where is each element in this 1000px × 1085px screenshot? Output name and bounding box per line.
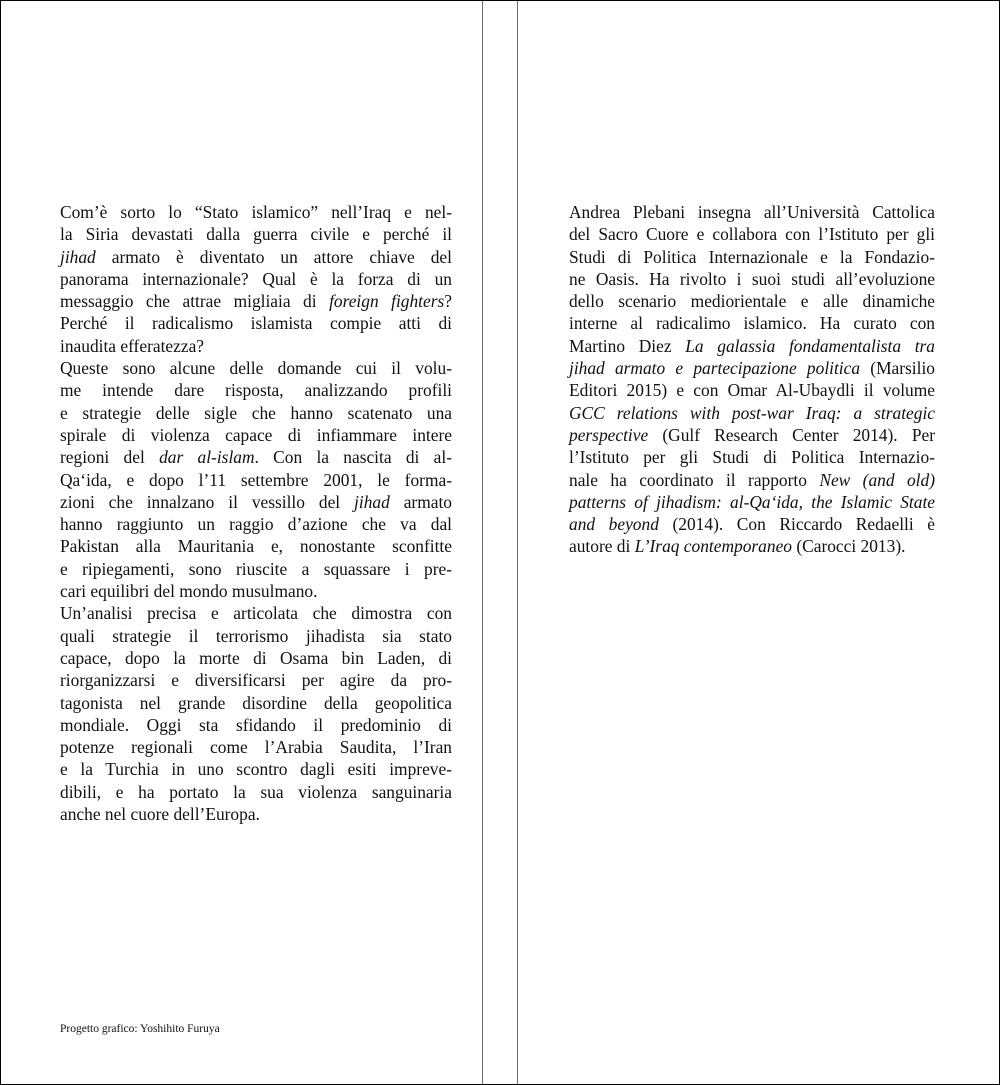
- text-line: [60, 647, 452, 669]
- text-run: messaggio che attrae migliaia di: [60, 291, 330, 312]
- back-cover-synopsis: [60, 201, 452, 825]
- text-run: mondiale. Oggi sta sfidando il predominio di: [60, 714, 452, 735]
- italic-text-run: jihad armato e partecipazione politica: [569, 358, 861, 379]
- text-run: nale ha coordinato il rapporto: [569, 469, 820, 490]
- italic-text-run: and beyond: [569, 514, 659, 535]
- text-line: [60, 736, 452, 758]
- text-line: [569, 446, 935, 468]
- text-run: tagonista nel grande disordine della geopolitica: [60, 692, 452, 713]
- text-line: [60, 335, 452, 357]
- text-line: [60, 424, 452, 446]
- text-run: dibili, e ha portato la sua violenza sanguinaria: [60, 781, 452, 802]
- italic-text-run: perspective: [569, 424, 649, 445]
- text-run: e strategie delle sigle che hanno scatenato una: [60, 402, 452, 423]
- text-line: [60, 469, 452, 491]
- text-line: [569, 312, 935, 334]
- text-line: [569, 469, 935, 491]
- text-line: [60, 246, 452, 268]
- text-run: Un’analisi precisa e articolata che dimostra con: [60, 603, 452, 624]
- text-run: armato è diventato un attore chiave del: [95, 246, 452, 267]
- text-line: [569, 223, 935, 245]
- text-line: [569, 201, 935, 223]
- spine-fold-line-right: [517, 1, 518, 1084]
- text-run: Studi di Politica Internazionale e la Fondazio-: [569, 246, 935, 267]
- italic-text-run: patterns of jihadism: al-Qa‘ida, the Islamic State: [569, 491, 935, 512]
- text-run: me intende dare risposta, analizzando profili: [60, 380, 452, 401]
- text-line: [60, 446, 452, 468]
- text-line: [60, 558, 452, 580]
- text-run: Perché il radicalismo islamista compie atti di: [60, 313, 452, 334]
- text-run: la Siria devastati dalla guerra civile e perché il: [60, 224, 452, 245]
- text-run: Andrea Plebani insegna all’Università Cattolica: [569, 202, 935, 222]
- text-line: [60, 402, 452, 424]
- text-line: [60, 290, 452, 312]
- text-run: zioni che innalzano il vessillo del: [60, 491, 355, 512]
- italic-text-run: foreign fighters: [329, 291, 445, 312]
- design-credit: Progetto grafico: Yoshihito Furuya: [60, 1023, 220, 1035]
- text-line: [569, 335, 935, 357]
- text-run: l’Istituto per gli Studi di Politica Internazio-: [569, 447, 935, 468]
- text-line: [60, 201, 452, 223]
- text-line: [569, 424, 935, 446]
- text-line: [60, 803, 452, 825]
- text-run: del Sacro Cuore e collabora con l’Istituto per gli: [569, 224, 935, 245]
- author-biography: [569, 201, 935, 558]
- text-line: [60, 669, 452, 691]
- text-run: riorganizzarsi e diversificarsi per agire da pro-: [60, 670, 452, 691]
- text-line: [60, 357, 452, 379]
- text-run: interne al radicalimo islamico. Ha curato con: [569, 313, 935, 334]
- italic-text-run: GCC relations with post-war Iraq: a strategic: [569, 402, 935, 423]
- text-run: spirale di violenza capace di infiammare intere: [60, 424, 452, 445]
- text-run: ne Oasis. Ha rivolto i suoi studi all’evoluzione: [569, 268, 935, 289]
- italic-text-run: La galassia fondamentalista tra: [685, 335, 935, 356]
- text-run: autore di: [569, 536, 635, 557]
- text-line: [60, 714, 452, 736]
- text-line: [60, 602, 452, 624]
- text-line: [569, 290, 935, 312]
- text-line: [569, 402, 935, 424]
- text-run: (Gulf Research Center 2014). Per: [648, 424, 935, 445]
- italic-text-run: dar al-islam: [159, 447, 255, 468]
- text-run: Pakistan alla Mauritania e, nonostante sconfitte: [60, 536, 452, 557]
- text-line: [569, 379, 935, 401]
- text-run: inaudita efferatezza?: [60, 335, 205, 356]
- text-line: [60, 268, 452, 290]
- text-line: [569, 246, 935, 268]
- text-run: Martino Diez: [569, 335, 686, 356]
- text-run: Qa‘ida, e dopo l’11 settembre 2001, le forma-: [60, 469, 452, 490]
- text-run: regioni del: [60, 447, 160, 468]
- text-run: Queste sono alcune delle domande cui il volu-: [60, 358, 452, 379]
- text-line: [569, 357, 935, 379]
- text-line: [60, 223, 452, 245]
- text-run: cari equilibri del mondo musulmano.: [60, 581, 318, 602]
- text-run: capace, dopo la morte di Osama bin Laden, di: [60, 647, 452, 668]
- italic-text-run: jihad: [60, 246, 96, 267]
- text-run: potenze regionali come l’Arabia Saudita, l’Iran: [60, 737, 452, 758]
- text-line: [60, 781, 452, 803]
- text-line: [60, 692, 452, 714]
- text-run: . Con la nascita di al-: [254, 447, 452, 468]
- text-run: hanno raggiunto un raggio d’azione che va dal: [60, 514, 452, 535]
- text-line: [569, 535, 935, 557]
- text-line: [60, 625, 452, 647]
- text-run: e ripiegamenti, sono riuscite a squassare i pre-: [60, 558, 452, 579]
- text-run: Editori 2015) e con Omar Al-Ubaydli il volume: [569, 380, 935, 401]
- text-line: [60, 580, 452, 602]
- text-line: [60, 758, 452, 780]
- italic-text-run: jihad: [354, 491, 390, 512]
- text-line: [569, 491, 935, 513]
- text-run: Com’è sorto lo “Stato islamico” nell’Iraq e nel-: [60, 202, 452, 222]
- text-run: armato: [389, 491, 452, 512]
- text-run: (Marsilio: [860, 358, 935, 379]
- text-line: [60, 535, 452, 557]
- text-line: [60, 312, 452, 334]
- text-run: (Carocci 2013).: [791, 536, 906, 557]
- spine-fold-line-left: [482, 1, 483, 1084]
- italic-text-run: New (and old): [819, 469, 935, 490]
- text-run: e la Turchia in uno scontro dagli esiti impreve-: [60, 759, 452, 780]
- text-run: quali strategie il terrorismo jihadista sia stato: [60, 625, 452, 646]
- text-line: [569, 268, 935, 290]
- text-run: dello scenario mediorientale e alle dinamiche: [569, 291, 935, 312]
- text-line: [569, 513, 935, 535]
- italic-text-run: L’Iraq contemporaneo: [634, 536, 792, 557]
- text-line: [60, 491, 452, 513]
- text-run: (2014). Con Riccardo Redaelli è: [658, 514, 936, 535]
- text-run: panorama internazionale? Qual è la forza di un: [60, 268, 452, 289]
- text-run: anche nel cuore dell’Europa.: [60, 804, 260, 825]
- text-run: ?: [444, 291, 453, 312]
- text-line: [60, 513, 452, 535]
- text-line: [60, 379, 452, 401]
